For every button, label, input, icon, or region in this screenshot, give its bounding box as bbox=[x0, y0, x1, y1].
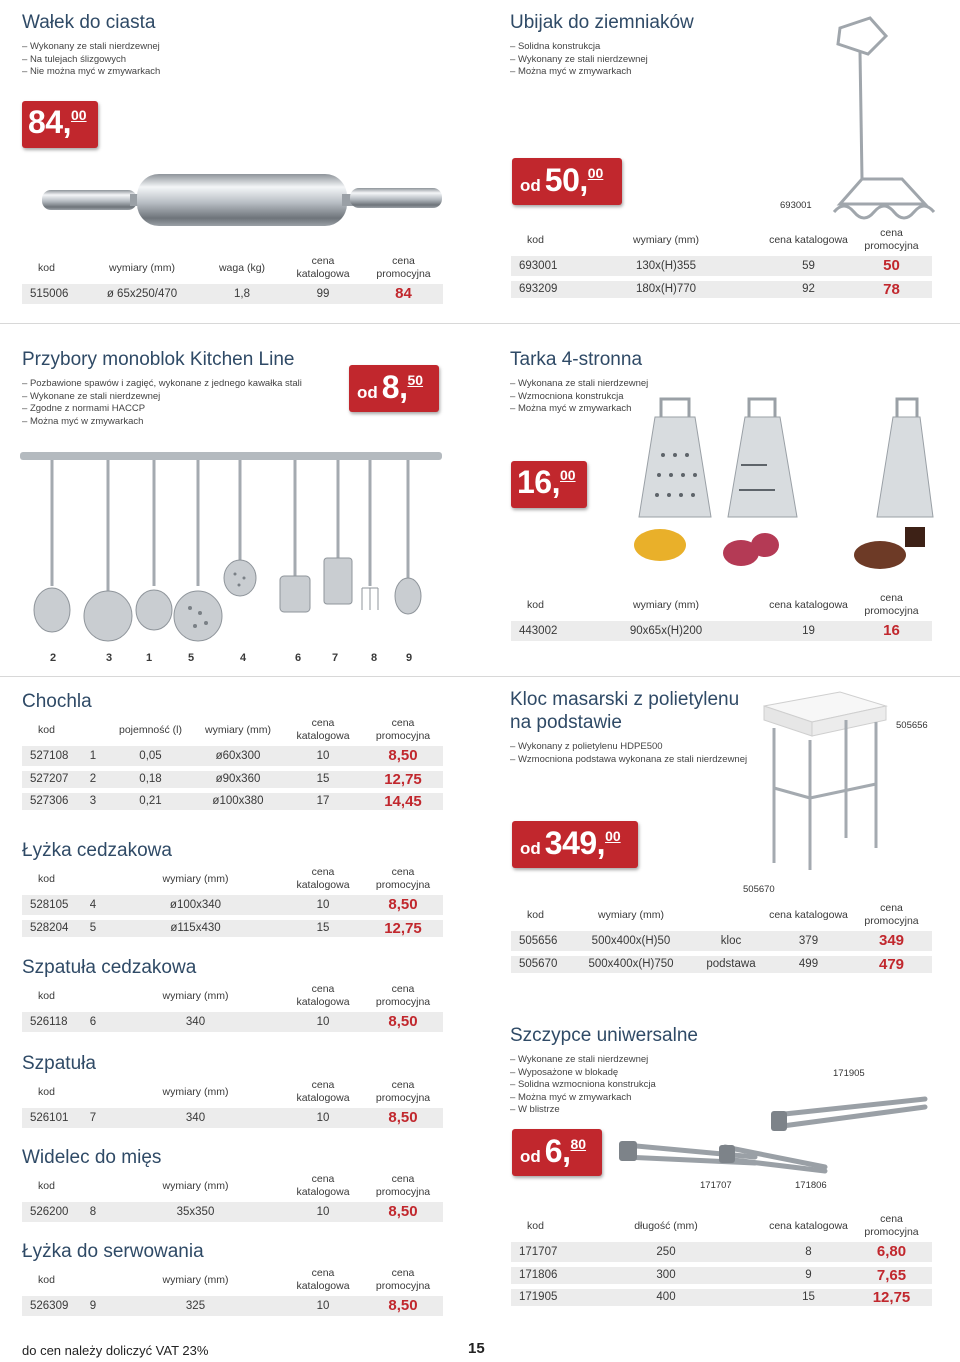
cell: 10 bbox=[283, 1296, 363, 1318]
column-header: cena katalogowa bbox=[296, 1079, 350, 1104]
product-code-label: 171707 bbox=[700, 1180, 732, 1191]
feature-item: – W blistrze bbox=[510, 1104, 656, 1117]
promo-price: 50 bbox=[851, 256, 932, 278]
promo-price: 16 bbox=[851, 621, 932, 643]
price-main: 50, bbox=[544, 162, 588, 198]
tool-number: 7 bbox=[332, 652, 339, 664]
feature-item: – Nie można myć w zmywarkach bbox=[22, 66, 160, 79]
cell: ø60x300 bbox=[193, 746, 283, 768]
column-header bbox=[78, 714, 108, 746]
cell: 379 bbox=[766, 931, 851, 953]
kitchen-line-title: Przybory monoblok Kitchen Line bbox=[22, 349, 295, 370]
price-cents: 00 bbox=[605, 828, 621, 844]
column-header: cena promocyjna bbox=[375, 1173, 431, 1198]
spoon-table bbox=[22, 1264, 443, 1321]
skimmer-table bbox=[22, 863, 443, 942]
product-code-label: 171905 bbox=[833, 1068, 865, 1079]
tool-number: 4 bbox=[240, 652, 247, 664]
cell: 526200 bbox=[22, 1202, 78, 1224]
cell: 1 bbox=[78, 746, 108, 768]
cell: 59 bbox=[766, 256, 851, 278]
table-row bbox=[22, 284, 443, 306]
table-row bbox=[511, 1286, 932, 1308]
cell: 505656 bbox=[511, 931, 566, 953]
tongs-image bbox=[605, 1085, 935, 1180]
cell: 340 bbox=[108, 1108, 283, 1130]
cell: 8 bbox=[78, 1202, 108, 1224]
cell: 528204 bbox=[22, 917, 78, 939]
tool-number: 1 bbox=[146, 652, 153, 664]
table-row bbox=[22, 768, 443, 790]
feature-item: – Wykonane ze stali nierdzewnej bbox=[510, 1054, 656, 1067]
rolling-pin-image bbox=[40, 170, 445, 232]
cell: 527207 bbox=[22, 768, 78, 790]
block-features bbox=[510, 741, 747, 766]
feature-item: – Wyposażone w blokadę bbox=[510, 1067, 656, 1080]
cell: 300 bbox=[566, 1264, 766, 1286]
price-cents: 00 bbox=[559, 467, 576, 483]
price-main: 6, bbox=[544, 1133, 571, 1169]
cell: 92 bbox=[766, 278, 851, 300]
cell: 15 bbox=[283, 768, 363, 790]
rolling-pin-title: Wałek do ciasta bbox=[22, 12, 156, 33]
promo-price: 12,75 bbox=[851, 1286, 932, 1308]
column-header: cena promocyjna bbox=[864, 227, 919, 252]
column-header: cena promocyjna bbox=[375, 1079, 431, 1104]
promo-price: 479 bbox=[851, 953, 932, 975]
feature-item: – Można myć w zmywarkach bbox=[510, 1092, 656, 1105]
promo-price: 8,50 bbox=[363, 895, 443, 917]
cell: 5 bbox=[78, 917, 108, 939]
feature-item: – Solidna konstrukcja bbox=[510, 41, 648, 54]
section-divider bbox=[0, 676, 960, 677]
column-header bbox=[78, 980, 108, 1012]
tool-number: 3 bbox=[106, 652, 113, 664]
promo-price: 14,45 bbox=[363, 790, 443, 812]
cell: 4 bbox=[78, 895, 108, 917]
cell: 171806 bbox=[511, 1264, 566, 1286]
promo-price: 6,80 bbox=[851, 1242, 932, 1264]
cell: podstawa bbox=[696, 953, 766, 975]
tool-number: 6 bbox=[295, 652, 302, 664]
feature-item: – Można myć w zmywarkach bbox=[510, 66, 648, 79]
column-header: wymiary (mm) bbox=[633, 598, 699, 611]
price-badge bbox=[22, 101, 98, 148]
cell: 340 bbox=[108, 1012, 283, 1034]
product-code-label: 505670 bbox=[743, 884, 775, 895]
feature-item: – Wykonana ze stali nierdzewnej bbox=[510, 378, 648, 391]
price-main: 349, bbox=[544, 825, 606, 861]
cell: ø100x340 bbox=[108, 895, 283, 917]
price-main: 84, bbox=[28, 104, 71, 140]
table-row bbox=[22, 1108, 443, 1130]
promo-price: 12,75 bbox=[363, 768, 443, 790]
product-code-label: 505656 bbox=[896, 720, 928, 731]
column-header bbox=[78, 1170, 108, 1202]
feature-item: – Pozbawione spawów i zagięć, wykonane z jednego kawałka stali bbox=[22, 378, 302, 391]
tool-number: 9 bbox=[406, 652, 413, 664]
price-badge bbox=[349, 365, 439, 412]
block-title-line2: na podstawie bbox=[510, 712, 622, 733]
promo-price: 349 bbox=[851, 931, 932, 953]
column-header: kod bbox=[527, 1219, 544, 1232]
masher-title: Ubijak do ziemniaków bbox=[510, 12, 694, 33]
rolling-pin-features bbox=[22, 41, 160, 79]
price-cents: 00 bbox=[70, 107, 87, 123]
tool-number: 5 bbox=[188, 652, 195, 664]
feature-item: – Wykonany z polietylenu HDPE500 bbox=[510, 741, 747, 754]
table-row bbox=[22, 917, 443, 939]
column-header: kod bbox=[38, 723, 55, 736]
cell: ø 65x250/470 bbox=[82, 284, 202, 306]
cell: 7 bbox=[78, 1108, 108, 1130]
promo-price: 84 bbox=[364, 284, 443, 306]
price-cents: 50 bbox=[407, 372, 424, 388]
cell: ø90x360 bbox=[193, 768, 283, 790]
cell: 693209 bbox=[511, 278, 566, 300]
ladle-title: Chochla bbox=[22, 691, 92, 712]
tongs-table bbox=[511, 1210, 932, 1311]
feature-item: – Na tulejach ślizgowych bbox=[22, 54, 160, 67]
cell: 17 bbox=[283, 790, 363, 812]
cell: 250 bbox=[566, 1242, 766, 1264]
cell: 10 bbox=[283, 1012, 363, 1034]
column-header: waga (kg) bbox=[218, 261, 266, 274]
cell: 325 bbox=[108, 1296, 283, 1318]
cell: ø100x380 bbox=[193, 790, 283, 812]
feature-item: – Można myć w zmywarkach bbox=[510, 403, 648, 416]
cell: 693001 bbox=[511, 256, 566, 278]
block-title-line1: Kloc masarski z polietylenu bbox=[510, 689, 740, 710]
cell: 3 bbox=[78, 790, 108, 812]
vat-note: do cen należy doliczyć VAT 23% bbox=[22, 1343, 209, 1358]
turner-table bbox=[22, 1076, 443, 1133]
cell: 6 bbox=[78, 1012, 108, 1034]
price-badge bbox=[512, 158, 622, 205]
column-header: cena promocyjna bbox=[375, 866, 431, 891]
price-prefix: od bbox=[520, 839, 541, 858]
promo-price: 8,50 bbox=[363, 746, 443, 768]
column-header: cena katalogowa bbox=[769, 598, 848, 611]
column-header: cena promocyjna bbox=[375, 1267, 431, 1292]
table-row bbox=[22, 746, 443, 768]
fork-title: Widelec do mięs bbox=[22, 1147, 162, 1168]
cell: 1,8 bbox=[202, 284, 282, 306]
column-header bbox=[696, 899, 766, 931]
column-header: cena promocyjna bbox=[375, 717, 431, 742]
column-header: cena promocyjna bbox=[864, 1213, 919, 1238]
column-header: cena katalogowa bbox=[296, 983, 350, 1008]
table-row bbox=[22, 1202, 443, 1224]
table-row bbox=[511, 1264, 932, 1286]
slotted-turner-title: Szpatuła cedzakowa bbox=[22, 957, 197, 978]
cell: 527108 bbox=[22, 746, 78, 768]
price-badge bbox=[511, 461, 587, 508]
column-header: długość (mm) bbox=[634, 1219, 698, 1232]
table-row bbox=[22, 1012, 443, 1034]
cell: 2 bbox=[78, 768, 108, 790]
cell: 10 bbox=[283, 1202, 363, 1224]
cell: 528105 bbox=[22, 895, 78, 917]
column-header: wymiary (mm) bbox=[162, 1273, 229, 1286]
kitchen-tools-image bbox=[20, 448, 445, 648]
promo-price: 12,75 bbox=[363, 917, 443, 939]
cell: 400 bbox=[566, 1286, 766, 1308]
feature-item: – Zgodne z normami HACCP bbox=[22, 403, 302, 416]
fork-table bbox=[22, 1170, 443, 1227]
cell: 0,18 bbox=[108, 768, 193, 790]
column-header: cena promocyjna bbox=[376, 255, 431, 280]
column-header: wymiary (mm) bbox=[598, 908, 664, 921]
feature-item: – Wykonane ze stali nierdzewnej bbox=[22, 391, 302, 404]
promo-price: 7,65 bbox=[851, 1264, 932, 1286]
cell: 180x(H)770 bbox=[566, 278, 766, 300]
column-header bbox=[78, 863, 108, 895]
promo-price: 8,50 bbox=[363, 1108, 443, 1130]
column-header: cena katalogowa bbox=[769, 1219, 848, 1232]
column-header: kod bbox=[38, 989, 55, 1002]
cell: 9 bbox=[78, 1296, 108, 1318]
promo-price: 8,50 bbox=[363, 1202, 443, 1224]
price-cents: 00 bbox=[587, 165, 604, 181]
column-header: kod bbox=[38, 1179, 55, 1192]
cell: kloc bbox=[696, 931, 766, 953]
price-prefix: od bbox=[520, 1147, 541, 1166]
grater-table bbox=[511, 589, 932, 646]
feature-item: – Wykonany ze stali nierdzewnej bbox=[22, 41, 160, 54]
block-table bbox=[511, 899, 932, 978]
cell: 9 bbox=[766, 1264, 851, 1286]
column-header: kod bbox=[38, 1273, 55, 1286]
table-row bbox=[22, 790, 443, 812]
skimmer-title: Łyżka cedzakowa bbox=[22, 840, 172, 861]
cell: 99 bbox=[282, 284, 364, 306]
grater-image bbox=[615, 395, 945, 580]
cell: 19 bbox=[766, 621, 851, 643]
product-code-label: 171806 bbox=[795, 1180, 827, 1191]
column-header: kod bbox=[527, 233, 544, 246]
cell: 500x400x(H)750 bbox=[566, 953, 696, 975]
section-divider bbox=[0, 323, 960, 324]
promo-price: 8,50 bbox=[363, 1296, 443, 1318]
feature-item: – Wzmocniona konstrukcja bbox=[510, 391, 648, 404]
column-header: cena katalogowa bbox=[769, 233, 848, 246]
price-prefix: od bbox=[357, 383, 378, 402]
column-header: kod bbox=[38, 872, 55, 885]
cell: 0,05 bbox=[108, 746, 193, 768]
column-header: pojemność (l) bbox=[118, 723, 183, 736]
slotted-turner-table bbox=[22, 980, 443, 1037]
table-row bbox=[22, 895, 443, 917]
price-main: 16, bbox=[517, 464, 560, 500]
column-header: cena promocyjna bbox=[864, 592, 919, 617]
cell: 15 bbox=[283, 917, 363, 939]
cell: 35x350 bbox=[108, 1202, 283, 1224]
page-number: 15 bbox=[468, 1340, 485, 1357]
price-badge bbox=[512, 1129, 602, 1176]
column-header: wymiary (mm) bbox=[205, 723, 271, 736]
promo-price: 78 bbox=[851, 278, 932, 300]
cell: 500x400x(H)50 bbox=[566, 931, 696, 953]
column-header: wymiary (mm) bbox=[633, 233, 699, 246]
tool-number: 8 bbox=[371, 652, 378, 664]
cell: 8 bbox=[766, 1242, 851, 1264]
butcher-block-image bbox=[760, 688, 890, 873]
cell: 443002 bbox=[511, 621, 566, 643]
cell: 499 bbox=[766, 953, 851, 975]
cell: 526101 bbox=[22, 1108, 78, 1130]
tongs-title: Szczypce uniwersalne bbox=[510, 1025, 698, 1046]
tool-number-row bbox=[20, 652, 445, 668]
price-cents: 80 bbox=[570, 1136, 587, 1152]
column-header: cena promocyjna bbox=[864, 902, 919, 927]
column-header: wymiary (mm) bbox=[162, 872, 229, 885]
cell: 526118 bbox=[22, 1012, 78, 1034]
table-row bbox=[511, 621, 932, 643]
table-row bbox=[511, 1242, 932, 1264]
cell: 515006 bbox=[22, 284, 82, 306]
masher-image bbox=[820, 14, 945, 226]
cell: 171905 bbox=[511, 1286, 566, 1308]
spoon-title: Łyżka do serwowania bbox=[22, 1241, 204, 1262]
cell: 526309 bbox=[22, 1296, 78, 1318]
column-header: cena katalogowa bbox=[296, 255, 350, 280]
cell: 90x65x(H)200 bbox=[566, 621, 766, 643]
cell: 527306 bbox=[22, 790, 78, 812]
column-header: wymiary (mm) bbox=[109, 261, 175, 274]
ladle-table bbox=[22, 714, 443, 815]
turner-title: Szpatuła bbox=[22, 1053, 96, 1074]
price-badge bbox=[512, 821, 638, 868]
column-header: cena katalogowa bbox=[296, 1267, 350, 1292]
feature-item: – Można myć w zmywarkach bbox=[22, 416, 302, 429]
column-header: cena katalogowa bbox=[296, 717, 350, 742]
cell: 10 bbox=[283, 895, 363, 917]
column-header bbox=[78, 1264, 108, 1296]
table-row bbox=[22, 1296, 443, 1318]
column-header: cena promocyjna bbox=[375, 983, 431, 1008]
cell: 10 bbox=[283, 746, 363, 768]
column-header: cena katalogowa bbox=[296, 1173, 350, 1198]
feature-item: – Wzmocniona podstawa wykonana ze stali nierdzewnej bbox=[510, 754, 747, 767]
column-header: wymiary (mm) bbox=[162, 989, 229, 1002]
cell: 505670 bbox=[511, 953, 566, 975]
table-row bbox=[511, 931, 932, 953]
table-row bbox=[511, 256, 932, 278]
column-header: kod bbox=[527, 598, 544, 611]
price-prefix: od bbox=[520, 176, 541, 195]
table-row bbox=[511, 953, 932, 975]
grater-title: Tarka 4-stronna bbox=[510, 349, 643, 370]
column-header: cena katalogowa bbox=[296, 866, 350, 891]
cell: 130x(H)355 bbox=[566, 256, 766, 278]
cell: ø115x430 bbox=[108, 917, 283, 939]
kitchen-line-features bbox=[22, 378, 302, 428]
column-header: cena katalogowa bbox=[769, 908, 848, 921]
cell: 171707 bbox=[511, 1242, 566, 1264]
column-header: kod bbox=[527, 908, 544, 921]
feature-item: – Wykonany ze stali nierdzewnej bbox=[510, 54, 648, 67]
feature-item: – Solidna wzmocniona konstrukcja bbox=[510, 1079, 656, 1092]
column-header: kod bbox=[38, 1085, 55, 1098]
table-row bbox=[511, 278, 932, 300]
product-code-label: 693001 bbox=[780, 200, 812, 211]
price-main: 8, bbox=[381, 369, 408, 405]
column-header: kod bbox=[38, 261, 55, 274]
cell: 15 bbox=[766, 1286, 851, 1308]
column-header: wymiary (mm) bbox=[162, 1085, 229, 1098]
masher-table bbox=[511, 224, 932, 303]
masher-features bbox=[510, 41, 648, 79]
column-header bbox=[78, 1076, 108, 1108]
column-header: wymiary (mm) bbox=[162, 1179, 229, 1192]
cell: 0,21 bbox=[108, 790, 193, 812]
rolling-pin-table bbox=[22, 252, 443, 309]
promo-price: 8,50 bbox=[363, 1012, 443, 1034]
cell: 10 bbox=[283, 1108, 363, 1130]
tool-number: 2 bbox=[50, 652, 57, 664]
